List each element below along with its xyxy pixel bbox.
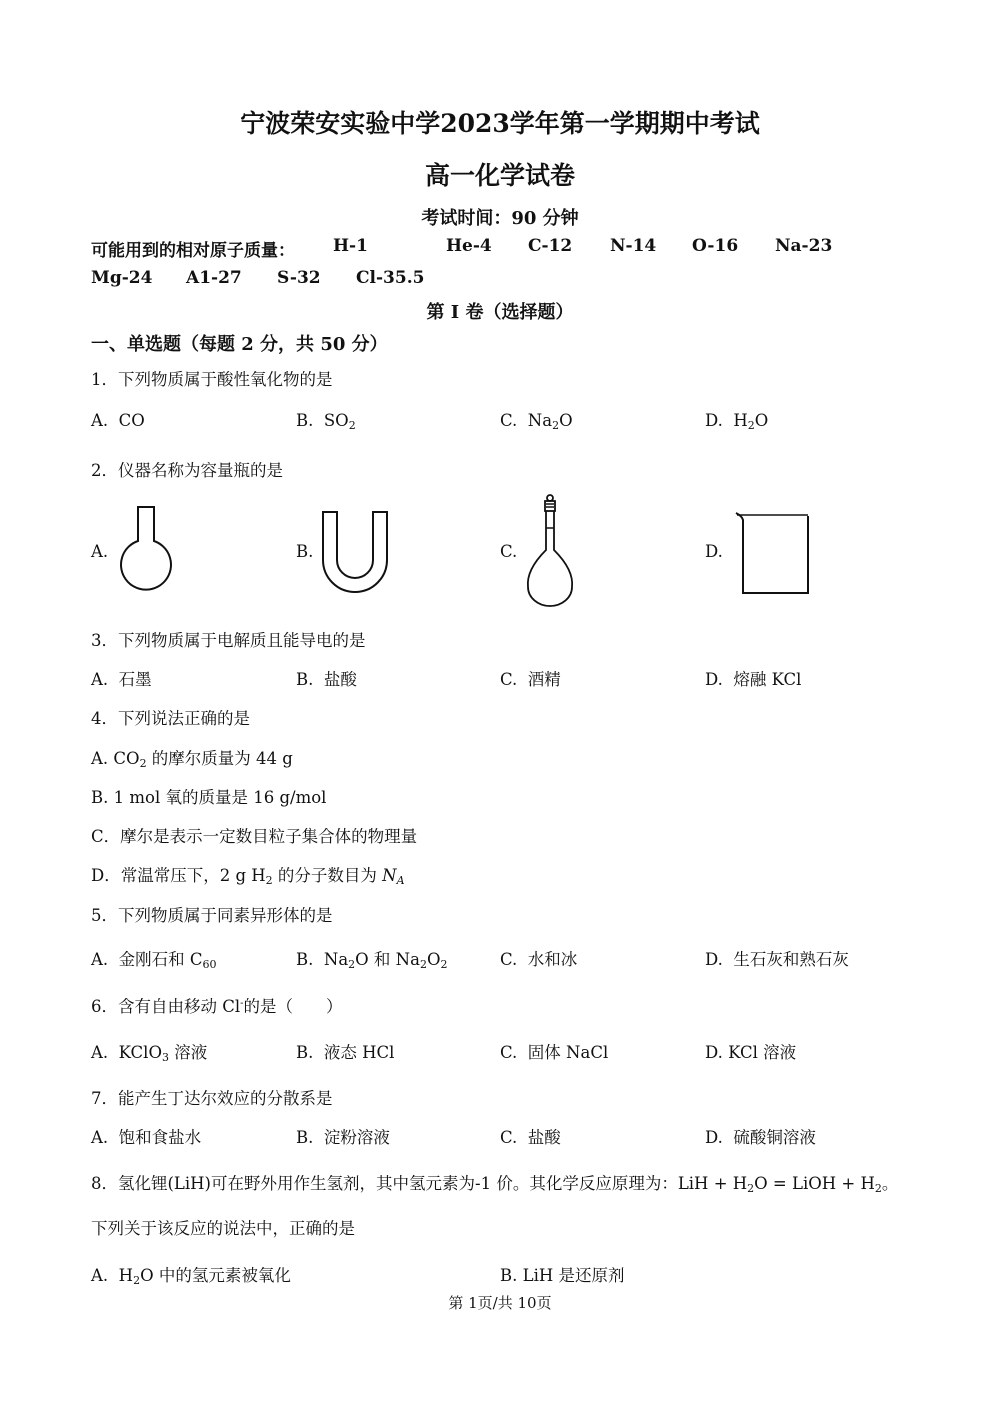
q1-option-c: C. $Na_2O$ bbox=[500, 411, 573, 432]
q4-option-b: B. 1 mol 氧的质量是 16 g/mol bbox=[91, 788, 327, 807]
question-6-stem: 6．含有自由移动 Cl-的是（ ） bbox=[91, 997, 343, 1016]
volumetric-flask-icon bbox=[525, 492, 581, 610]
q2-option-c-label: C. bbox=[500, 542, 518, 561]
exam-time: 考试时间：90 分钟 bbox=[421, 208, 579, 229]
question-8-stem: 8．氢化锂(LiH)可在野外用作生氢剂，其中氢元素为-1 价。其化学反应原理为：LiH + $H_2O$ = LiOH + $H_2$。 bbox=[91, 1174, 899, 1195]
beaker-icon bbox=[734, 510, 814, 596]
reaction-equation: LiH + $H_2O$ = LiOH + $H_2$ bbox=[677, 1174, 882, 1195]
atomic-mass-item: Cl-35.5 bbox=[356, 268, 425, 288]
q5-option-b: B. $Na_2O$ 和 $Na_2O_2$ bbox=[296, 950, 448, 971]
u-tube-icon bbox=[320, 510, 390, 596]
atomic-mass-item: O-16 bbox=[692, 236, 739, 256]
question-3-stem: 3．下列物质属于电解质且能导电的是 bbox=[91, 631, 366, 650]
atomic-mass-item: N-14 bbox=[610, 236, 657, 256]
q6-option-b: B. 液态 HCl bbox=[296, 1043, 395, 1062]
atomic-mass-item: Mg-24 bbox=[91, 268, 153, 288]
question-7-stem: 7．能产生丁达尔效应的分散系是 bbox=[91, 1089, 333, 1108]
q5-option-d: D. 生石灰和熟石灰 bbox=[705, 950, 849, 969]
question-2-stem: 2．仪器名称为容量瓶的是 bbox=[91, 461, 283, 480]
q8-option-b: B. LiH 是还原剂 bbox=[500, 1266, 625, 1285]
q2-option-b-label: B. bbox=[296, 542, 314, 561]
atomic-mass-item: He-4 bbox=[446, 236, 492, 256]
q5-option-c: C. 水和冰 bbox=[500, 950, 578, 969]
q3-option-b: B. 盐酸 bbox=[296, 670, 357, 689]
atomic-mass-label: 可能用到的相对原子质量： bbox=[91, 241, 295, 261]
q5-option-a: A. 金刚石和 $C_{60}$ bbox=[91, 950, 217, 971]
page-number: 第 1页/共 10页 bbox=[448, 1294, 552, 1312]
q4-option-d: D．常温常压下，2 g $H_2$ 的分子数目为 $N_A$ bbox=[91, 866, 405, 887]
q4-option-c: C．摩尔是表示一定数目粒子集合体的物理量 bbox=[91, 827, 418, 846]
exam-title: 宁波荣安实验中学2023学年第一学期期中考试 bbox=[240, 109, 760, 138]
q3-option-c: C. 酒精 bbox=[500, 670, 561, 689]
question-5-stem: 5．下列物质属于同素异形体的是 bbox=[91, 906, 333, 925]
atomic-mass-item: S-32 bbox=[277, 268, 321, 288]
q1-option-a: A. CO bbox=[91, 411, 145, 430]
q2-option-d-label: D. bbox=[705, 542, 723, 561]
q3-option-a: A. 石墨 bbox=[91, 670, 152, 689]
q3-option-d: D. 熔融 KCl bbox=[705, 670, 802, 689]
q2-option-a-label: A. bbox=[91, 542, 109, 561]
q7-option-c: C. 盐酸 bbox=[500, 1128, 561, 1147]
q4-option-a: A. $CO_2$ 的摩尔质量为 44 g bbox=[91, 749, 293, 770]
round-bottom-flask-icon bbox=[116, 505, 180, 597]
question-4-stem: 4．下列说法正确的是 bbox=[91, 709, 250, 728]
question-8-stem-2: 下列关于该反应的说法中，正确的是 bbox=[91, 1219, 355, 1238]
q6-option-a: A. KClO$_3$ 溶液 bbox=[91, 1043, 208, 1064]
question-1-stem: 1．下列物质属于酸性氧化物的是 bbox=[91, 370, 333, 389]
atomic-mass-item: A1-27 bbox=[186, 268, 242, 288]
volume-title: 第 I 卷（选择题） bbox=[426, 302, 574, 323]
q1-option-b: B. $SO_2$ bbox=[296, 411, 356, 432]
q8-option-a: A. $H_2O$ 中的氢元素被氧化 bbox=[91, 1266, 291, 1287]
subject-title: 高一化学试卷 bbox=[424, 161, 575, 190]
q7-option-b: B. 淀粉溶液 bbox=[296, 1128, 390, 1147]
atomic-mass-item: C-12 bbox=[528, 236, 573, 256]
part-title: 一、单选题（每题 2 分，共 50 分） bbox=[91, 334, 388, 355]
q6-option-c: C. 固体 NaCl bbox=[500, 1043, 609, 1062]
q1-option-d: D. $H_2O$ bbox=[705, 411, 769, 432]
atomic-mass-item: H-1 bbox=[333, 236, 368, 256]
q6-option-d: D. KCl 溶液 bbox=[705, 1043, 797, 1062]
q7-option-a: A. 饱和食盐水 bbox=[91, 1128, 202, 1147]
atomic-mass-item: Na-23 bbox=[775, 236, 833, 256]
q7-option-d: D. 硫酸铜溶液 bbox=[705, 1128, 816, 1147]
